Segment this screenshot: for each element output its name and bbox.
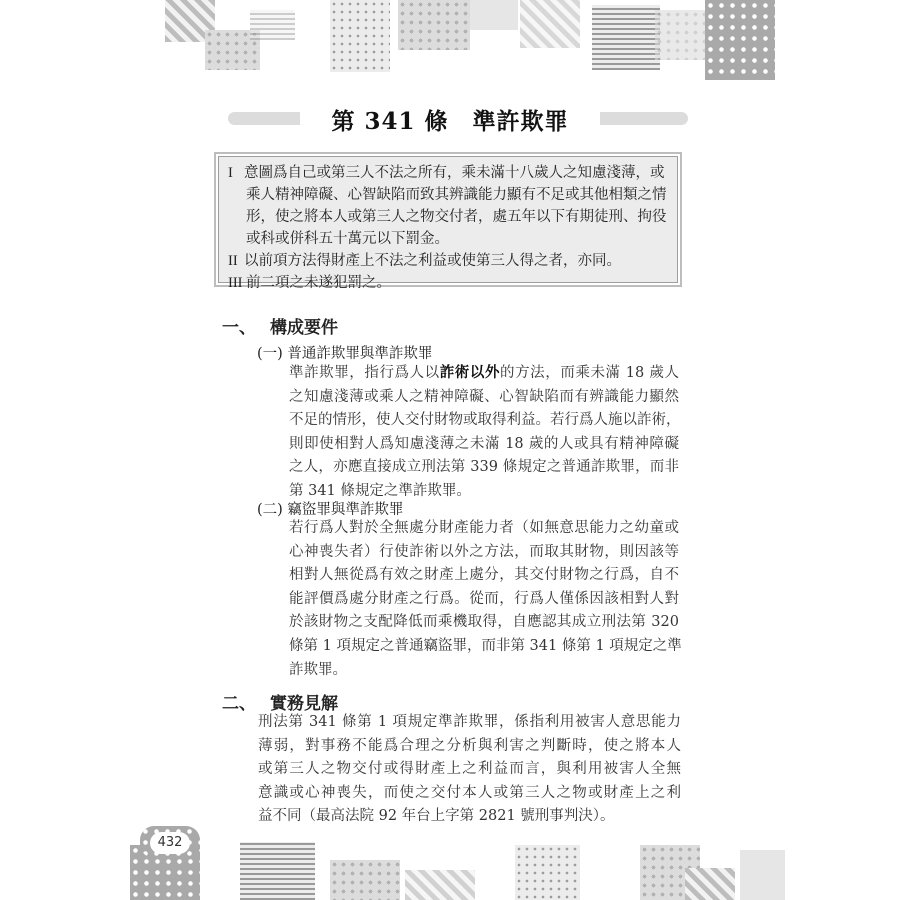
para-line: 不足的情形，使人交付財物或取得利益。若行爲人施以詐術， <box>289 412 681 429</box>
decor-tape-top-9 <box>705 0 775 80</box>
section-2-paragraph <box>258 711 681 829</box>
decor-tape-bottom-8 <box>740 850 785 900</box>
subsection-2-paragraph <box>289 517 682 682</box>
decor-tape-top-4 <box>330 0 390 72</box>
decor-tape-bottom-5 <box>515 845 580 900</box>
para-line: 若行爲人對於全無處分財產能力者（如無意思能力之幼童或 <box>289 520 679 536</box>
law-clause-2: II 以前項方法得財產上不法之利益或使第三人得之者，亦同。 <box>228 253 621 269</box>
decor-tape-bottom-3 <box>330 860 400 900</box>
subsection-1-label: (一) 普通詐欺罪與準詐欺罪 <box>257 346 433 362</box>
decor-tape-bottom-2 <box>240 842 315 900</box>
decor-tape-top-5 <box>398 0 470 50</box>
para-line: 或第三人之物交付或得財產上之利益而言，與利用被害人全無 <box>258 761 681 778</box>
law-clause-1-line-3: 形，使之將本人或第三人之物交付者，處五年以下有期徒刑、拘役 <box>246 209 667 225</box>
section-2-heading: 二、 實務見解 <box>222 694 338 714</box>
para-line: 刑法第 341 條第 1 項規定準詐欺罪，係指利用被害人意思能力 <box>258 714 681 730</box>
subsection-2-label: (二) 竊盜罪與準詐欺罪 <box>257 502 404 518</box>
decor-tape-top-6 <box>470 0 518 30</box>
decor-tape-top-3 <box>250 10 295 40</box>
para-line: 意識或心神喪失，而使之交付本人或第三人之物或財產上之利 <box>258 784 681 801</box>
decor-tape-top-7 <box>520 0 580 48</box>
decor-tape-bottom-4 <box>405 870 475 900</box>
para-line: 第 341 條規定之準詐欺罪。 <box>289 482 471 499</box>
law-clause-3: III 前二項之未遂犯罰之。 <box>228 275 391 291</box>
para-line: 益不同（最高法院 92 年台上字第 2821 號刑事判決）。 <box>258 808 615 825</box>
subsection-1-paragraph <box>289 361 679 504</box>
para-line: 之人，亦應直接成立刑法第 339 條規定之普通詐欺罪，而非 <box>289 459 679 476</box>
decor-tape-top-10 <box>655 10 705 60</box>
para-line: 心神喪失者）行使詐術以外之方法，而取其財物，則因該等 <box>289 543 679 560</box>
para-line: 之知慮淺薄或乘人之精神障礙、心智缺陷而有辨識能力顯然 <box>289 388 679 405</box>
law-clause-1: I 意圖爲自己或第三人不法之所有，乘未滿十八歲人之知慮淺薄，或 <box>228 165 665 181</box>
law-clause-1-line-4: 或科或併科五十萬元以下罰金。 <box>246 231 449 247</box>
decor-tape-bottom-7 <box>685 868 735 900</box>
page-number: 432 <box>150 832 190 854</box>
para-line: 薄弱，對事務不能爲合理之分析與利害之判斷時，使之將本人 <box>258 737 681 754</box>
decor-tape-top-8 <box>592 5 660 70</box>
para-line: 準詐欺罪，指行爲人以詐術以外的方法，而乘未滿 18 歲人 <box>289 364 680 381</box>
para-line: 條第 1 項規定之普通竊盜罪，而非第 341 條第 1 項規定之準 <box>289 637 682 654</box>
para-line: 能評價爲處分財產之行爲。從而，行爲人僅係因該相對人對 <box>289 590 679 607</box>
law-text-box <box>214 152 682 291</box>
para-line: 詐欺罪。 <box>289 661 347 678</box>
law-clause-1-line-2: 乘人精神障礙、心智缺陷而致其辨識能力顯有不足或其他相類之情 <box>246 187 667 203</box>
article-title: 第 341 條 準許欺罪 <box>300 103 600 136</box>
para-line: 相對人無從爲有效之財產上處分，其交付財物之行爲，自不 <box>289 567 679 584</box>
para-line: 於該財物之支配降低而乘機取得，自應認其成立刑法第 320 <box>289 614 679 631</box>
para-line: 則即使相對人爲知慮淺薄之未滿 18 歲的人或具有精神障礙 <box>289 435 679 452</box>
section-1-heading: 一、 構成要件 <box>222 318 338 338</box>
